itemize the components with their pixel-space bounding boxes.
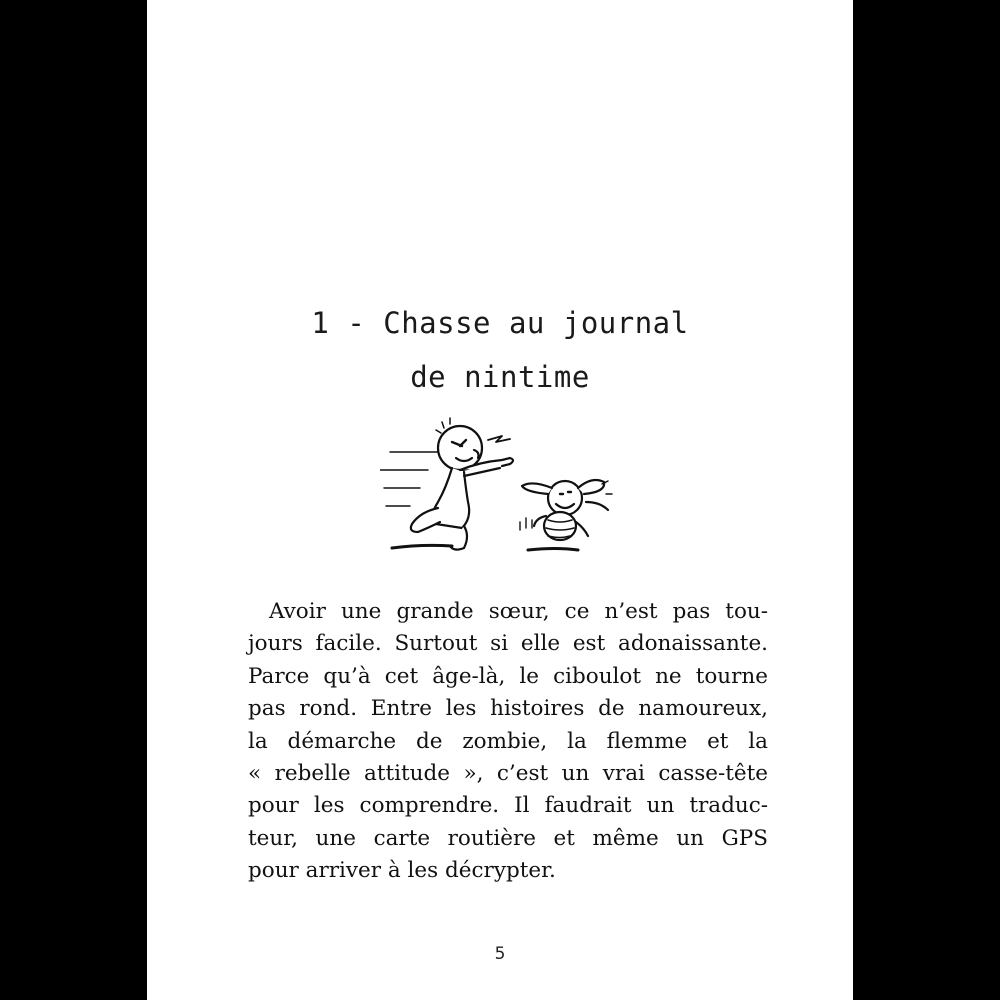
text-line: jours facile. Surtout si elle est adonaissante.	[248, 631, 768, 657]
text-line: la démarche de zombie, la flemme et la	[248, 728, 768, 754]
chapter-title	[147, 296, 853, 404]
page-number: 5	[494, 944, 506, 964]
chapter-title-line-1: 1 - Chasse au journal	[311, 306, 689, 340]
book-page	[147, 0, 853, 1000]
text-line: « rebelle attitude », c’est un vrai casse-tête	[248, 760, 768, 786]
text-line: Parce qu’à cet âge-là, le ciboulot ne tourne	[248, 663, 768, 689]
body-paragraph	[248, 596, 768, 888]
text-line: Avoir une grande sœur, ce n’est pas tou-	[269, 599, 768, 624]
text-line: pour arriver à les décrypter.	[248, 858, 556, 884]
chapter-title-line-2: de nintime	[410, 360, 590, 394]
text-line: teur, une carte routière et même un GPS	[248, 825, 768, 851]
text-line: pas rond. Entre les histoires de namoureux,	[248, 696, 768, 722]
cartoon-chase-illustration-icon	[380, 410, 620, 560]
text-line: pour les comprendre. Il faudrait un traduc-	[248, 793, 768, 819]
